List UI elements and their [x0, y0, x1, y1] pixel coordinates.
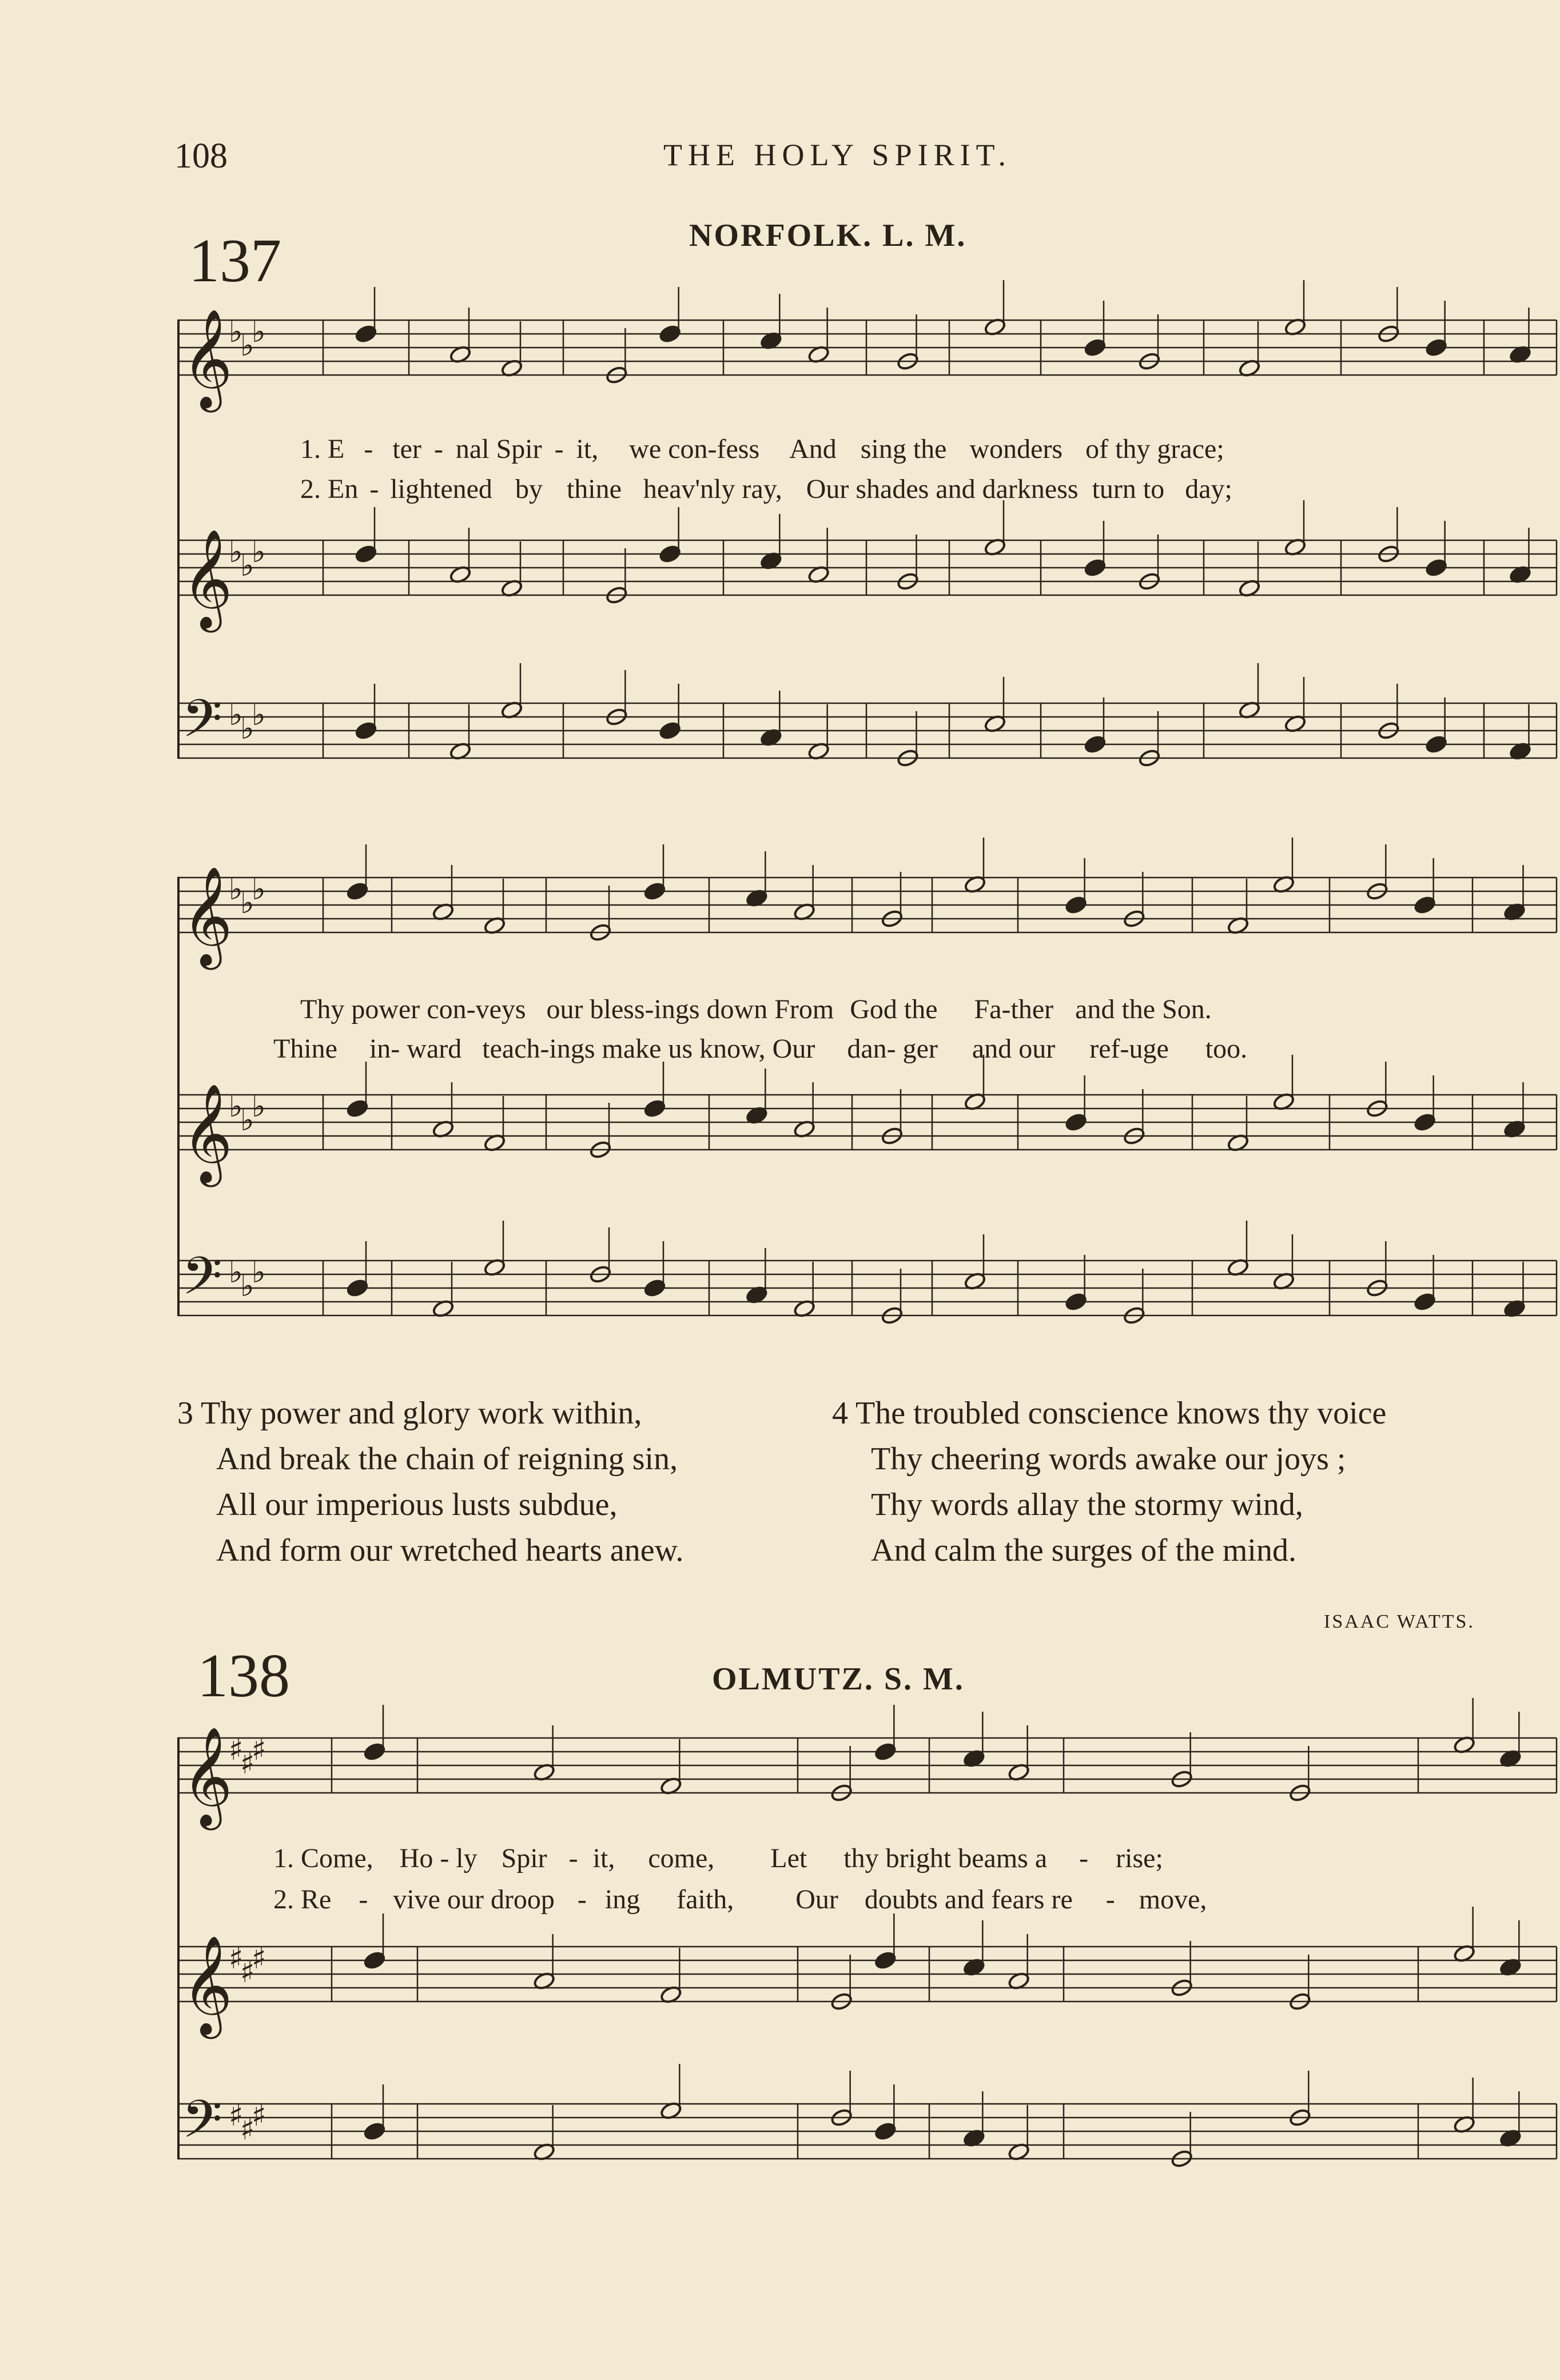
stanza-line: Thy words allay the stormy wind,	[871, 1487, 1303, 1522]
stanza-line: The troubled conscience knows thy voice	[855, 1396, 1387, 1431]
lyric-syllable: turn to	[1092, 474, 1165, 504]
lyric-syllable: it,	[592, 1843, 615, 1873]
lyric-syllable: Thine	[273, 1034, 337, 1064]
stanza-number: 4	[832, 1396, 848, 1431]
sharp-icon: ♯	[252, 1942, 266, 1976]
flat-icon: ♭	[240, 1269, 254, 1303]
lyric-syllable: our bless-ings down From	[546, 994, 834, 1024]
treble-clef-icon: 𝄞	[182, 1935, 233, 2035]
sharp-icon: ♯	[252, 2099, 266, 2133]
treble-clef-icon: 𝄞	[182, 1083, 233, 1183]
lyric-syllable: vive our droop	[393, 1884, 555, 1915]
lyric-hyphen: -	[577, 1884, 587, 1915]
sharp-icon: ♯	[229, 1942, 244, 1976]
lyric-syllable: we con-fess	[629, 434, 760, 464]
lyric-syllable: thine	[566, 474, 622, 504]
stanza-line: And calm the surges of the mind.	[871, 1533, 1296, 1568]
lyric-hyphen: -	[1105, 1884, 1115, 1915]
page-number: 108	[174, 137, 228, 176]
lyric-syllable: heav'nly ray,	[643, 474, 782, 504]
lyric-syllable: sing the	[860, 434, 947, 464]
author-credit: ISAAC WATTS.	[1324, 1611, 1475, 1632]
lyric-hyphen: -	[554, 434, 564, 464]
lyric-syllable: too.	[1205, 1034, 1248, 1064]
lyric-syllable: doubts and fears re	[864, 1884, 1073, 1915]
lyric-syllable: wonders	[969, 434, 1063, 464]
lyric-hyphen: -	[568, 1843, 578, 1873]
lyric-syllable: Let	[770, 1843, 807, 1873]
lyric-syllable: Thy power con-veys	[300, 994, 526, 1024]
stanza-line: Thy power and glory work within,	[201, 1396, 642, 1431]
flat-icon: ♭	[240, 329, 254, 363]
tune-name: NORFOLK. L. M.	[689, 218, 967, 253]
lyric-syllable: rise;	[1116, 1843, 1163, 1873]
flat-icon: ♭	[252, 315, 266, 349]
sharp-icon: ♯	[229, 1733, 244, 1767]
flat-icon: ♭	[229, 1090, 243, 1124]
lyric-syllable: it,	[576, 434, 599, 464]
lyric-syllable: God the	[850, 994, 938, 1024]
tune-name: OLMUTZ. S. M.	[712, 1661, 965, 1697]
lyric-syllable: Fa-ther	[974, 994, 1054, 1024]
stanza-line: Thy cheering words awake our joys ;	[871, 1441, 1346, 1477]
flat-icon: ♭	[229, 698, 243, 732]
lyric-hyphen: -	[433, 434, 443, 464]
sharp-icon: ♯	[240, 1955, 255, 1990]
lyric-hyphen: -	[369, 474, 379, 504]
lyric-syllable: Our	[795, 1884, 838, 1915]
lyric-line	[273, 1843, 1163, 1874]
stanza-line: And break the chain of reigning sin,	[216, 1441, 678, 1477]
bass-clef-icon: 𝄢	[182, 688, 222, 762]
lyric-syllable: teach-ings make us know, Our	[482, 1034, 815, 1064]
treble-clef-icon: 𝄞	[182, 309, 233, 408]
lyric-line	[300, 473, 1232, 505]
flat-icon: ♭	[252, 1255, 266, 1290]
flat-icon: ♭	[229, 872, 243, 907]
flat-icon: ♭	[240, 712, 254, 746]
flat-icon: ♭	[229, 1255, 243, 1290]
flat-icon: ♭	[252, 872, 266, 907]
lyric-syllable: in- ward	[369, 1034, 462, 1064]
lyric-hyphen: -	[359, 1884, 368, 1915]
lyric-line	[273, 1033, 1247, 1065]
flat-icon: ♭	[252, 698, 266, 732]
lyric-line	[300, 994, 1212, 1025]
lyric-syllable: and our	[972, 1034, 1056, 1064]
stanza-3	[177, 1395, 683, 1578]
lyric-hyphen: -	[1079, 1843, 1089, 1873]
sharp-icon: ♯	[229, 2099, 244, 2133]
hymn-number: 137	[189, 227, 281, 295]
bass-clef-icon: 𝄢	[182, 1246, 222, 1319]
flat-icon: ♭	[252, 535, 266, 569]
lyric-syllable: move,	[1139, 1884, 1207, 1915]
stanza-line: And form our wretched hearts anew.	[216, 1533, 684, 1568]
flat-icon: ♭	[240, 1103, 254, 1138]
lyric-syllable: faith,	[676, 1884, 734, 1915]
hymn-number: 138	[197, 1642, 290, 1710]
lyric-syllable: day;	[1185, 474, 1232, 504]
stanza-number: 3	[177, 1396, 193, 1431]
treble-clef-icon: 𝄞	[182, 1727, 233, 1826]
lyric-syllable: thy bright beams a	[843, 1843, 1048, 1873]
lyric-syllable: 1. Come,	[273, 1843, 373, 1873]
lyric-syllable: nal Spir	[455, 434, 542, 464]
lyric-line	[300, 433, 1224, 465]
lyric-syllable: 1. E	[300, 434, 345, 464]
lyric-syllable: and the Son.	[1075, 994, 1212, 1024]
flat-icon: ♭	[240, 886, 254, 920]
flat-icon: ♭	[229, 315, 243, 349]
treble-clef-icon: 𝄞	[182, 529, 233, 628]
lyric-syllable: 2. En	[300, 474, 359, 504]
lyric-syllable: of thy grace;	[1085, 434, 1224, 464]
bass-clef-icon: 𝄢	[182, 2089, 222, 2162]
stanza-line: All our imperious lusts subdue,	[216, 1487, 618, 1522]
flat-icon: ♭	[240, 549, 254, 583]
lyric-syllable: 2. Re	[273, 1884, 332, 1915]
stanza-4	[832, 1395, 1386, 1578]
lyric-syllable: Our shades and darkness	[806, 474, 1079, 504]
flat-icon: ♭	[252, 1090, 266, 1124]
treble-clef-icon: 𝄞	[182, 866, 233, 966]
lyric-hyphen: -	[364, 434, 373, 464]
lyric-line	[273, 1884, 1207, 1915]
flat-icon: ♭	[229, 535, 243, 569]
lyric-syllable: come,	[648, 1843, 715, 1873]
lyric-syllable: Spir	[501, 1843, 547, 1873]
running-head: THE HOLY SPIRIT.	[663, 138, 1012, 172]
sharp-icon: ♯	[252, 1733, 266, 1767]
lyric-syllable: ing	[604, 1884, 640, 1915]
lyric-syllable: And	[789, 434, 837, 464]
sharp-icon: ♯	[240, 1747, 255, 1781]
lyric-syllable: ter	[392, 434, 421, 464]
sharp-icon: ♯	[240, 2112, 255, 2147]
lyric-syllable: ref-uge	[1089, 1034, 1169, 1064]
lyric-syllable: by	[515, 474, 543, 504]
lyric-syllable: lightened	[390, 474, 492, 504]
lyric-syllable: Ho - ly	[399, 1843, 477, 1873]
lyric-syllable: dan- ger	[847, 1034, 938, 1064]
